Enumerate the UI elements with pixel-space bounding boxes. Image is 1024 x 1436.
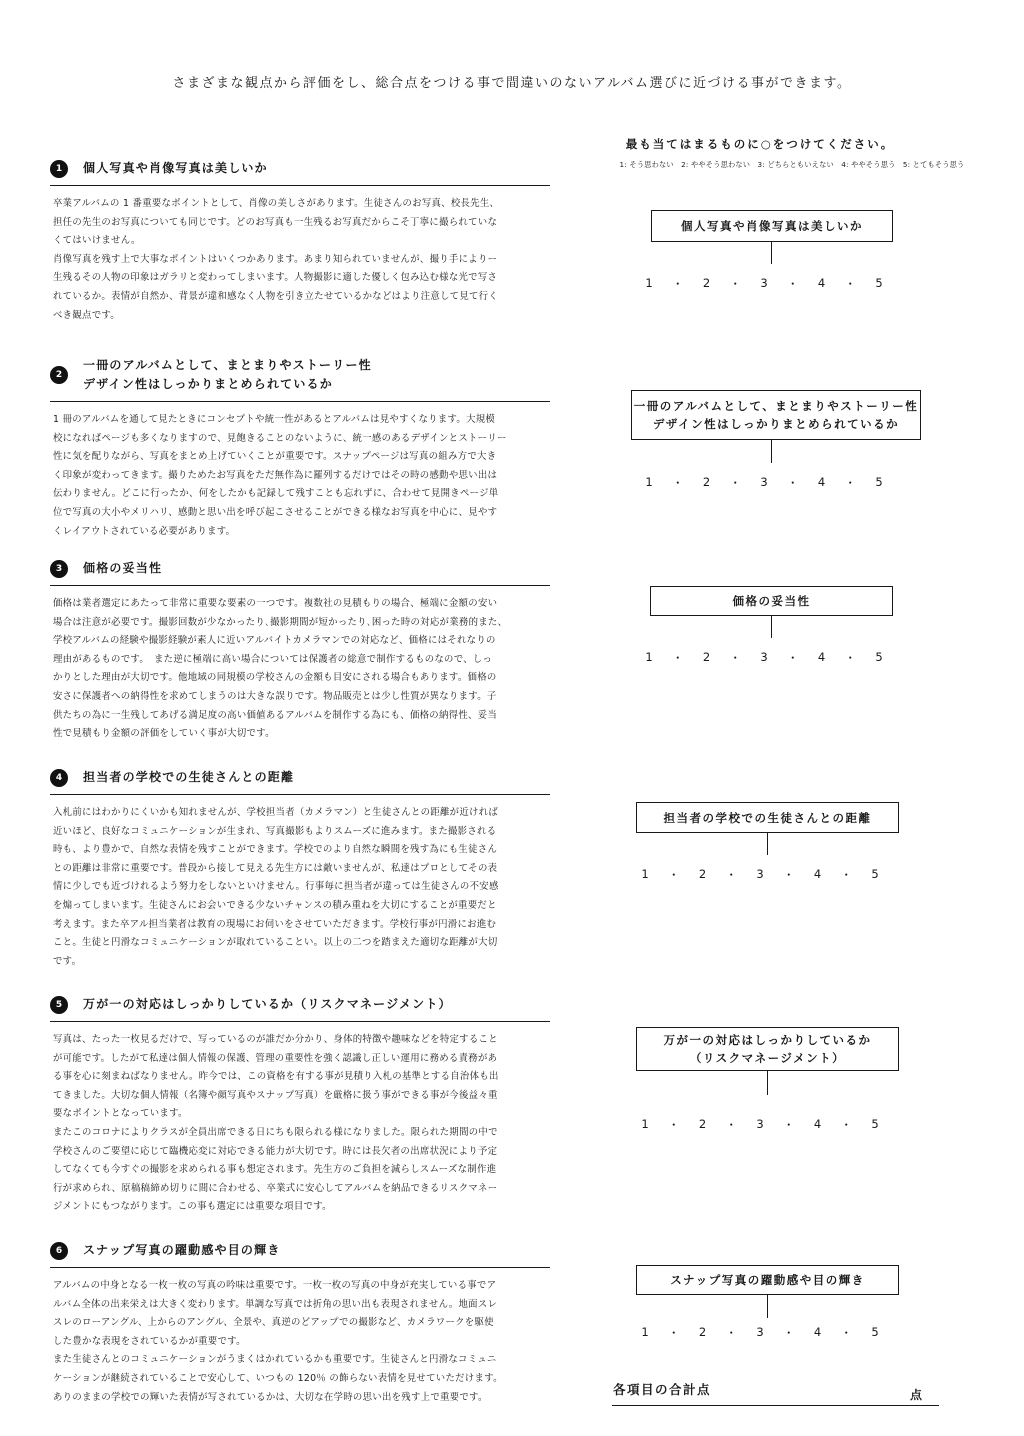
total-score-unit: 点 [910, 1388, 923, 1402]
rating-separator: ・ [787, 651, 799, 665]
connector-line [767, 1295, 768, 1318]
rating-separator: ・ [729, 277, 741, 291]
section-title: 万が一の対応はしっかりしているか（リスクマネージメント） [83, 997, 452, 1011]
section-body: アルバムの中身となる一枚一枚の写真の吟味は重要です。一枚一枚の写真の中身が充実している事でア ルバム全体の出来栄えは大きく変わります。単調な写真では折角の思い出も表現されません。地面スレ スレのローアングル、上からのアングル、全景や、真逆のどアップでの撮影など、カメラワークを駆使 した豊かな表現をされているかが重要です。 また生徒さんとのコミュニケーションがうまくはかれているかも重要です。生徒さんと円滑なコミュニ ケーションが継続されていることで安心して、いつもの 120％ の飾らない表情を見せていただけます。 ありのままの学校での輝いた表情が写されているかは、大切な在学時の思い出を残す上で重要です。 [53, 1280, 503, 1403]
rating-option-1[interactable]: 1 [645, 650, 653, 664]
rating-separator: ・ [729, 476, 741, 490]
rating-option-4[interactable]: 4 [817, 475, 826, 489]
section-4 [50, 768, 550, 971]
section-header [50, 159, 550, 186]
connector-line [771, 440, 772, 463]
rating-item-2-title-box: 一冊のアルバムとして、まとまりやストーリー性 デザイン性はしっかりまとめられているか [631, 390, 921, 440]
rating-item-5-scale [635, 1117, 885, 1133]
rating-option-3[interactable]: 3 [756, 867, 764, 881]
rating-item-1-title-box: 個人写真や肖像写真は美しいか [651, 210, 893, 242]
section-title: 価格の妥当性 [83, 561, 163, 575]
rating-separator: ・ [672, 651, 684, 665]
rating-separator: ・ [844, 651, 856, 665]
section-number-badge: 6 [50, 1242, 68, 1260]
rating-separator: ・ [725, 1118, 737, 1132]
rating-item-4-scale [635, 867, 885, 883]
section-5 [50, 995, 550, 1217]
section-number-badge: 3 [50, 560, 68, 578]
section-header [50, 768, 550, 795]
section-3 [50, 559, 550, 744]
instructions-title: 最も当てはまるものに○をつけてください。 [625, 137, 895, 151]
rating-item-6-title-box: スナップ写真の躍動感や目の輝き [636, 1265, 899, 1295]
rating-option-5[interactable]: 5 [875, 276, 883, 290]
connector-line [771, 616, 772, 638]
section-body: 写真は、たった一枚見るだけで、写っているのが誰だか分かり、身体的特徴や趣味などを特定すること が可能です。したがて私達は個人情報の保護、管理の重要性を強く認識し正しい運用に務める責務があ る事を心に刻まねばなりません。昨今では、この資格を有する事が見積り入札の基準とする自治体も出 てきました。大切な個人情報（名簿や顔写真やスナップ写真）を厳格に扱う事ができる事が今後益々重 要なポイントとなっています。 またこのコロナによりクラスが全員出席できる日にちも限られる様になりました。限られた期間の中で 学校さんのご要望に応じて臨機応変に対応できる能力が大切です。時には長欠者の出席状況により予定 してなくても今すぐの撮影を求められる事も想定されます。先生方のご負担を減らしスムーズな制作進 行が求められ、原稿稿締め切りに間に合わせる、卒業式に安心してアルバムを納品できるリスクマネー ジメントにもつながります。この事も選定には重要な項目です。 [53, 1034, 499, 1213]
rating-option-5[interactable]: 5 [875, 650, 883, 664]
section-title: 一冊のアルバムとして、まとまりやストーリー性 デザイン性はしっかりまとめられているか [83, 358, 372, 391]
rating-separator: ・ [844, 277, 856, 291]
total-score-field[interactable] [612, 1405, 939, 1406]
total-score-label: 各項目の合計点 [613, 1382, 712, 1397]
section-body: 入札前にはわかりにくいかも知れませんが、学校担当者（カメラマン）と生徒さんとの距離が近ければ 近いほど、良好なコミュニケーションが生まれ、写真撮影もよりスムーズに進みます。また撮影される 時も、より豊かで、自然な表情を残すことができます。学校でのより自然な瞬間を残す為にも生徒さん との距離は非常に重要です。普段から接して見える先生方には敵いませんが、私達はプロとしてその表 情に少しでも近づけれるよう努力をしないといけません。行事毎に担当者が違っては生徒さんの不安感 を煽ってしまいます。生徒さんにお会いできる少ないチャンスの積み重ねを大切にすることが重要だと 考えます。また卒アル担当業者は教育の現場にお伺いをさせていただきます。学校行事が円滑にお進む こと。生徒と円滑なコミュニケーションが取れていることい。以上の二つを踏まえた適切な距離が大切 です。 [53, 807, 499, 967]
intro-text: さまざまな観点から評価をし、総合点をつける事で間違いのないアルバム選びに近づける事ができます。 [172, 76, 852, 91]
rating-option-2[interactable]: 2 [698, 1325, 707, 1339]
section-title: 担当者の学校での生徒さんとの距離 [83, 770, 295, 784]
rating-separator: ・ [783, 1118, 795, 1132]
rating-option-4[interactable]: 4 [813, 1325, 822, 1339]
section-body: 1 冊のアルバムを通して見たときにコンセプトや統一性があるとアルバムは見やすくなります。大規模 校になればページも多くなりますので、見飽きることのないように、統一感のあるデザインとストーリー 性に気を配りながら、写真をまとめ上げていくことが重要です。スナップページは写真の組み方で大き く印象が変わってきます。撮りためたお写真をただ無作為に羅列するだけではその時の感動や思い出は 伝わりません。どこに行ったか、何をしたかも記録して残すことも忘れずに、合わせて見開きページ単 位で写真の大小やメリハリ、感動と思い出を呼び起こさせることができる様なお写真を中心に、見やす くレイアウトされている必要があります。 [53, 414, 507, 537]
rating-option-4[interactable]: 4 [813, 1117, 822, 1131]
section-number-badge: 1 [50, 160, 68, 178]
rating-separator: ・ [783, 868, 795, 882]
rating-option-4[interactable]: 4 [817, 276, 826, 290]
rating-separator: ・ [844, 476, 856, 490]
connector-line [767, 1071, 768, 1095]
rating-option-4[interactable]: 4 [817, 650, 826, 664]
rating-separator: ・ [668, 1326, 680, 1340]
section-body: 価格は業者選定にあたって非常に重要な要素の一つです。複数社の見積もりの場合、極端に金額の安い 場合は注意が必要です。撮影回数が少なかったり､撮影期間が短かったり､困った時の対応が業務的また、 学校アルバムの経験や撮影経験が素人に近いアルバイトカメラマンでの対応など、価格にはそれなりの 理由があるものです。 また逆に極端に高い場合については保護者の総意で制作するものなので、しっ かりとした理由が大切です。他地域の同規模の学校さんの金額も目安にされる場合もあります。価格の 安さに保護者への納得性を求めてしまうのは大きな誤りです。物品販売とは少し性質が異なります。子 供たちの為に一生残してあげる満足度の高い価値あるアルバムを制作する為にも、価格の納得性、妥当 性で見積もり金額の評価をしていく事が大切です。 [53, 598, 508, 740]
section-number-badge: 2 [50, 366, 68, 384]
rating-separator: ・ [783, 1326, 795, 1340]
rating-separator: ・ [725, 1326, 737, 1340]
rating-separator: ・ [672, 476, 684, 490]
rating-separator: ・ [672, 277, 684, 291]
rating-option-1[interactable]: 1 [645, 276, 653, 290]
rating-item-2-scale [639, 475, 889, 491]
section-number-badge: 5 [50, 996, 68, 1014]
section-number-badge: 4 [50, 769, 68, 787]
rating-option-5[interactable]: 5 [875, 475, 883, 489]
rating-item-6-scale [635, 1325, 885, 1341]
rating-item-4-title-box: 担当者の学校での生徒さんとの距離 [636, 802, 899, 833]
rating-separator: ・ [787, 476, 799, 490]
section-header [50, 1241, 550, 1268]
rating-option-3[interactable]: 3 [760, 276, 768, 290]
rating-option-2[interactable]: 2 [702, 650, 711, 664]
rating-option-4[interactable]: 4 [813, 867, 822, 881]
section-title: スナップ写真の躍動感や目の輝き [83, 1243, 281, 1257]
rating-separator: ・ [668, 1118, 680, 1132]
rating-option-1[interactable]: 1 [641, 1325, 649, 1339]
rating-item-3-scale [639, 650, 889, 666]
rating-option-5[interactable]: 5 [871, 867, 879, 881]
rating-item-1-scale [639, 276, 889, 292]
section-header [50, 559, 550, 586]
section-1 [50, 159, 550, 325]
rating-option-3[interactable]: 3 [760, 650, 768, 664]
rating-separator: ・ [725, 868, 737, 882]
section-2 [50, 356, 550, 541]
rating-separator: ・ [840, 868, 852, 882]
rating-item-3-title-box: 価格の妥当性 [650, 586, 893, 616]
rating-option-1[interactable]: 1 [641, 867, 649, 881]
section-title: 個人写真や肖像写真は美しいか [83, 161, 268, 175]
rating-separator: ・ [668, 868, 680, 882]
rating-item-5-title-box: 万が一の対応はしっかりしているか （リスクマネージメント） [636, 1027, 899, 1071]
rating-scale-legend: 1: そう思わない 2: ややそう思わない 3: どちらともいえない 4: ややそう思う 5: とてもそう思う [619, 160, 965, 169]
rating-option-1[interactable]: 1 [645, 475, 653, 489]
rating-option-3[interactable]: 3 [756, 1325, 764, 1339]
rating-separator: ・ [729, 651, 741, 665]
rating-option-3[interactable]: 3 [756, 1117, 764, 1131]
rating-option-2[interactable]: 2 [702, 475, 711, 489]
rating-separator: ・ [840, 1326, 852, 1340]
connector-line [771, 242, 772, 264]
rating-option-1[interactable]: 1 [641, 1117, 649, 1131]
rating-option-2[interactable]: 2 [698, 1117, 707, 1131]
rating-option-5[interactable]: 5 [871, 1325, 879, 1339]
section-header [50, 995, 550, 1022]
connector-line [767, 833, 768, 855]
rating-option-2[interactable]: 2 [702, 276, 711, 290]
rating-separator: ・ [787, 277, 799, 291]
rating-separator: ・ [840, 1118, 852, 1132]
section-body: 卒業アルバムの 1 番重要なポイントとして、肖像の美しさがあります。生徒さんのお写真、校長先生、 担任の先生のお写真についても同じです。どのお写真も一生残るお写真だからこそ丁寧に撮られていな くてはいけません。 肖像写真を残す上で大事なポイントはいくつかあります。あまり知られていませんが、撮り手によりー 生残るその人物の印象はガラリと変わってしまいます。人物撮影に適した優しく包み込む様な光で写さ れているか。表情が自然か、背景が違和感なく人物を引き立たせているかなどはより注意して見て行く べき観点です。 [53, 198, 500, 321]
section-6 [50, 1241, 550, 1407]
rating-option-5[interactable]: 5 [871, 1117, 879, 1131]
rating-option-2[interactable]: 2 [698, 867, 707, 881]
section-header [50, 356, 550, 402]
rating-option-3[interactable]: 3 [760, 475, 768, 489]
